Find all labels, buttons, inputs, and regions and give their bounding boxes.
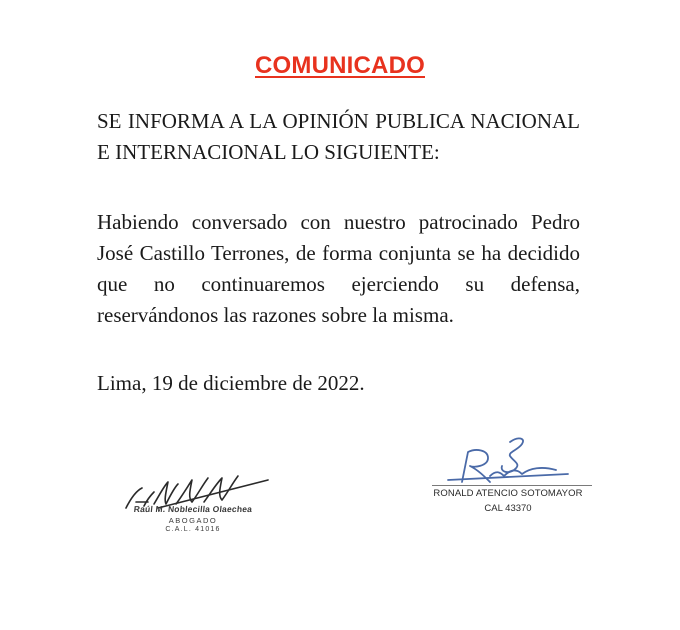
signature-line-right bbox=[432, 485, 592, 486]
document-title-text: COMUNICADO bbox=[255, 52, 425, 79]
signer-left-name: Raúl M. Noblecilla Olaechea bbox=[133, 504, 253, 514]
signature-block-left bbox=[118, 468, 278, 548]
document-date: Lima, 19 de diciembre de 2022. bbox=[97, 371, 365, 395]
stamp-left bbox=[128, 504, 258, 533]
signature-block-right bbox=[418, 432, 598, 522]
signer-right-name: RONALD ATENCIO SOTOMAYOR bbox=[433, 488, 583, 499]
document-title bbox=[0, 52, 680, 80]
handwritten-signature-right-icon bbox=[418, 432, 598, 487]
signer-right-registration: CAL 43370 bbox=[484, 503, 532, 514]
paragraph-announcement: SE INFORMA A LA OPINIÓN PUBLICA NACIONAL E INTERNACIONAL LO SIGUIENTE: bbox=[97, 109, 580, 164]
signer-left-role: ABOGADO bbox=[168, 516, 218, 525]
signer-left-registration: C.A.L. 41016 bbox=[165, 526, 221, 533]
paragraph-body: Habiendo conversado con nuestro patrocinado Pedro José Castillo Terrones, de forma conjunta se ha decidido que no continuaremos ejerciendo su defensa, reservándonos las razones sobre la misma. bbox=[97, 210, 580, 327]
